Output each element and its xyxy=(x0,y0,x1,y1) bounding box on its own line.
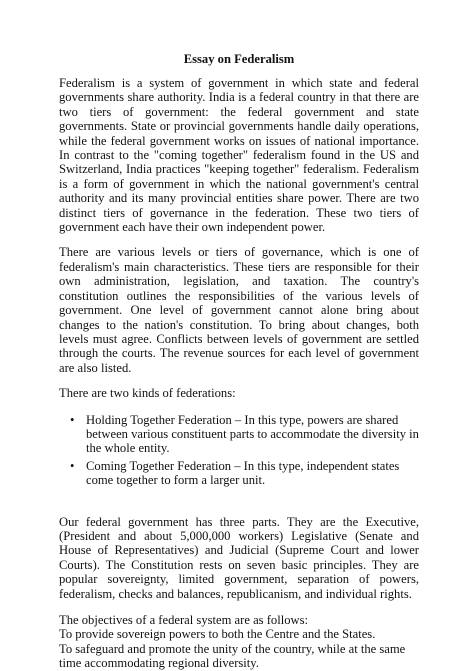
paragraph-definition: Federalism is a system of government in which state and federal governments share authority. India is a federal country in that there are two tiers of government: the federal government and state governments. State or provincial governments handle daily operations, while the federal government works on issues of national importance. In contrast to the "coming together" federalism found in the US and Switzerland, India practices "keeping together" federalism. Federalism is a form of government in which the national government's central authority and its many provincial entities share power. There are two distinct tiers of governance in the federation. These two tiers of government each have their own independent power. xyxy=(59,76,419,235)
bullet-icon: • xyxy=(70,412,75,427)
list-item-text: Holding Together Federation – In this type, powers are shared between various constituent parts to accommodate the diversity in the whole entity. xyxy=(86,412,419,456)
document-page xyxy=(59,52,419,671)
list-item xyxy=(59,459,419,488)
paragraph-characteristics: There are various levels or tiers of governance, which is one of federalism's main characteristics. These tiers are responsible for their own administration, legislation, and taxation. The country's constitution outlines the responsibilities of the various levels of government. One level of government cannot alone bring about changes to the nation's constitution. To bring about changes, both levels must agree. Conflicts between levels of government are settled through the courts. The revenue sources for each level of government are also listed. xyxy=(59,245,419,375)
paragraph-government-parts: Our federal government has three parts. They are the Executive, (President and about 5,000,000 workers) Legislative (Senate and House of Representatives) and Judicial (Supreme Court and lower Courts). The Constitution rests on seven basic principles. They are popular sovereignty, limited government, separation of powers, federalism, checks and balances, republicanism, and individual rights. xyxy=(59,514,419,601)
objective-item: To safeguard and promote the unity of the country, while at the same time accommodating regional diversity. xyxy=(59,641,406,671)
bullet-icon: • xyxy=(70,458,75,473)
list-item xyxy=(59,413,419,456)
federation-kinds-intro: There are two kinds of federations: xyxy=(59,386,236,401)
objective-item: To provide sovereign powers to both the Centre and the States. xyxy=(59,627,376,642)
federation-kinds-list xyxy=(59,413,419,488)
essay-title: Essay on Federalism xyxy=(183,52,295,66)
objectives-intro: The objectives of a federal system are as follows: xyxy=(59,613,308,627)
list-item-text: Coming Together Federation – In this type, independent states come together to form a larger unit. xyxy=(86,458,400,488)
